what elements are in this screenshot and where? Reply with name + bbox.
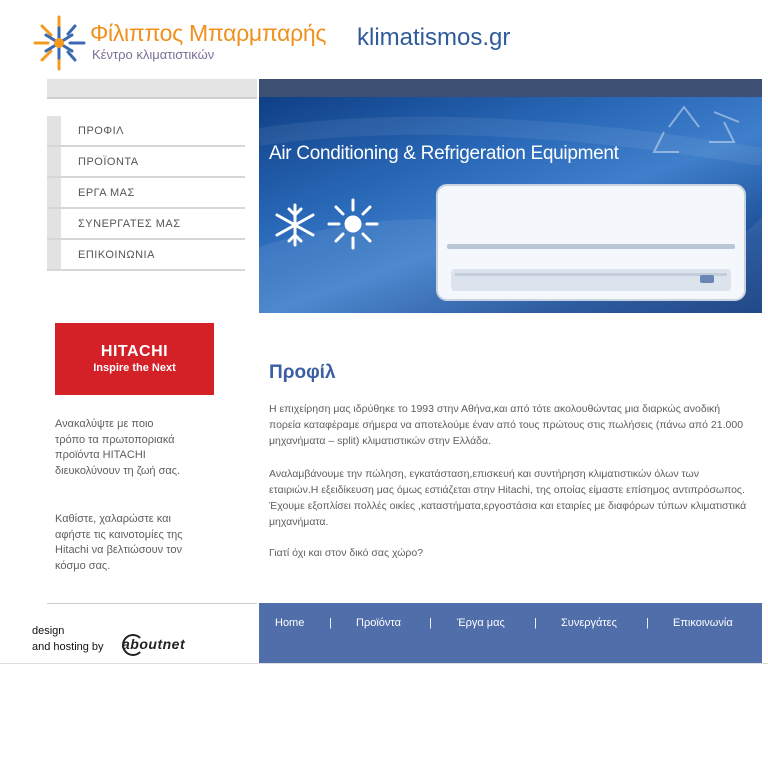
aboutnet-logo[interactable]: aboutnet [122,636,186,652]
nav-item-label: ΠΡΟΪΟΝΤΑ [78,155,139,168]
nav-item-partners[interactable] [47,209,245,240]
profile-paragraph-1: Η επιχείρηση μας ιδρύθηκε το 1993 στην Αθήνα,και από τότε ακολουθώντας μια διαρκώς ανοδική πορεία καταφέραμε σήμερα να αποτελούμε έναν από τους πρώτους στις πωλήσεις (πάνω από 21.000 μηχανήματα – split) κλιματιστικών στην Ελλάδα. [269,403,744,447]
footer-separator: | [646,617,649,629]
nav-marker [47,209,61,238]
footer-link-contact[interactable]: Επικοινωνία [673,617,733,629]
nav-item-contact[interactable] [47,240,245,271]
footer-link-partners[interactable]: Συνεργάτες [561,617,617,629]
banner-title: Air Conditioning & Refrigeration Equipment [269,143,619,164]
nav-item-projects[interactable] [47,178,245,209]
air-conditioner-unit [437,185,745,300]
brand-name[interactable]: Φίλιππος Μπαρμπαρής [90,20,327,46]
main-nav [47,116,245,271]
brand-subtitle: Κέντρο κλιματιστικών [92,47,215,62]
page-bottom-line [0,663,768,664]
hitachi-tagline: Inspire the Next [93,362,176,374]
left-top-bar [47,79,257,99]
right-top-bar [259,79,762,97]
profile-paragraph-2: Αναλαμβάνουμε την πώληση, εγκατάσταση,επισκευή και συντήρηση κλιματιστικών όλων των εταιριών.Η εξειδίκευση μας όμως εστιάζεται στην Hitachi, της οποίας είμαστε επίσημος αντιπρόσωπος. Έχουμε εξοπλίσει πολλές οικίες ,καταστήματα,εργοστάσια και εταιρίες με διαφόρων τύπων κλιματιστικά μηχανήματα. [269,468,747,528]
nav-item-profile[interactable] [47,116,245,147]
page-title: Προφίλ [269,362,336,383]
footer-separator: | [534,617,537,629]
site-domain[interactable]: klimatismos.gr [357,24,511,51]
hitachi-name: HITACHI [100,343,169,360]
nav-marker [47,178,61,207]
footer-link-home[interactable]: Home [275,617,305,629]
nav-item-label: ΣΥΝΕΡΓΑΤΕΣ ΜΑΣ [78,217,181,230]
footer-nav [259,603,762,663]
footer-divider [47,603,257,604]
hitachi-logo[interactable] [55,323,214,395]
nav-marker [47,116,61,145]
credit-text-design: design [32,625,65,637]
nav-item-label: ΕΠΙΚΟΙΝΩΝΙΑ [78,248,155,261]
nav-marker [47,147,61,176]
nav-item-products[interactable] [47,147,245,178]
nav-marker [47,240,61,269]
footer-link-projects[interactable]: Έργα μας [457,617,505,629]
profile-paragraph-3: Γιατί όχι και στον δικό σας χώρο? [269,547,424,559]
nav-item-label: ΕΡΓΑ ΜΑΣ [78,186,135,199]
sun-icon [329,200,377,248]
banner-artwork [259,97,762,313]
footer-separator: | [329,617,332,629]
sidebar-text-relax: Καθίστε, χαλαρώστε και αφήστε τις καινοτομίες της Hitachi να βελτιώσουν τον κόσμο σας. [55,513,183,572]
footer-link-products[interactable]: Προϊόντα [356,617,401,629]
sidebar-text-discover: Ανακαλύψτε με ποιο τρόπο τα πρωτοποριακά προϊόντα HITACHI διευκολύνουν τη ζωή σας. [55,418,181,477]
credit-text-hosting: and hosting by [32,641,104,653]
sun-snowflake-icon [30,14,88,72]
footer-separator: | [429,617,432,629]
nav-item-label: ΠΡΟΦΙΛ [78,124,125,137]
hero-banner [259,97,762,313]
